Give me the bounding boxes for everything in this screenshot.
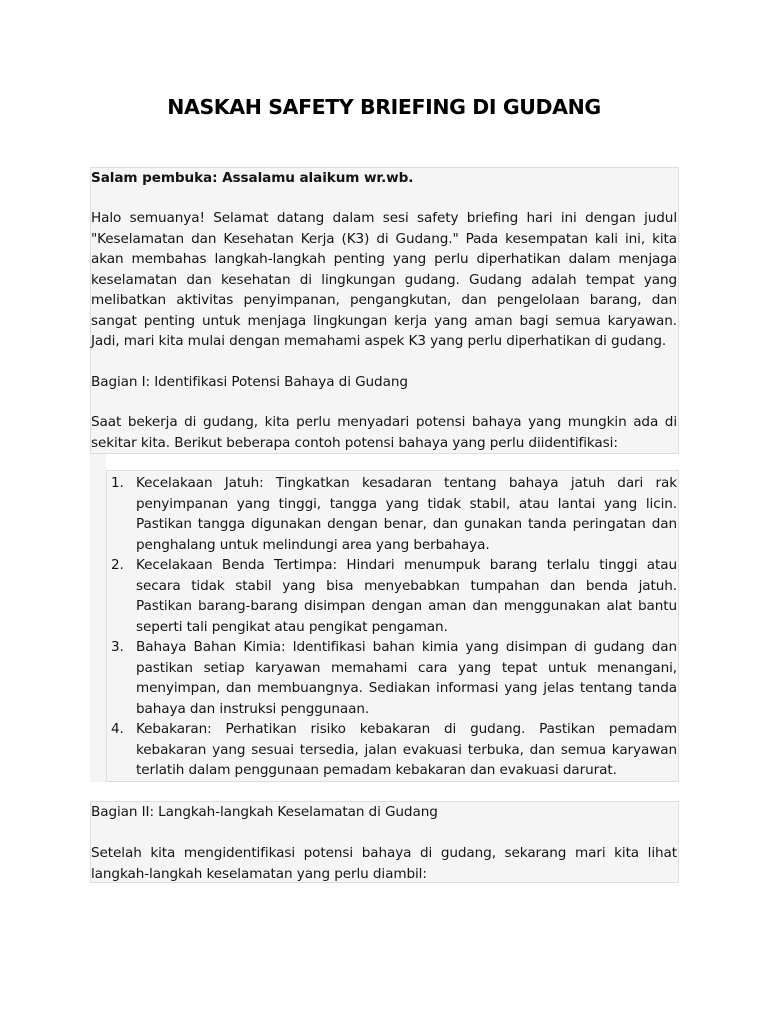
list-margin-strip (90, 454, 106, 782)
list-item-number: 3. (111, 639, 124, 655)
list-item-number: 4. (111, 721, 124, 737)
list-item (106, 555, 677, 637)
list-item-text: Kecelakaan Benda Tertimpa: Hindari menumpuk barang terlalu tinggi atau secara tidak stabil yang bisa menyebabkan tumpahan dan benda jatuh. Pastikan barang-barang disimpan dengan aman dan menggunakan alat bantu seperti tali pengikat atau pengikat pengaman. (136, 557, 677, 635)
list-item (106, 637, 677, 719)
greeting-text: Salam pembuka: Assalamu alaikum wr.wb. (91, 170, 414, 186)
hazard-list (106, 473, 677, 781)
list-item-text: Bahaya Bahan Kimia: Identifikasi bahan kimia yang disimpan di gudang dan pastikan setiap karyawan memahami cara yang tepat untuk menangani, menyimpan, dan membuangnya. Sediakan informasi yang jelas tentang tanda bahaya dan instruksi penggunaan. (136, 639, 677, 717)
section2-description: Setelah kita mengidentifikasi potensi bahaya di gudang, sekarang mari kita lihat langkah-langkah keselamatan yang perlu diambil: (91, 845, 677, 882)
section2-heading: Bagian II: Langkah-langkah Keselamatan di Gudang (91, 804, 438, 820)
list-item-number: 1. (111, 475, 124, 491)
intro-paragraph: Halo semuanya! Selamat datang dalam sesi safety briefing hari ini dengan judul "Keselamatan dan Kesehatan Kerja (K3) di Gudang." Pada kesempatan kali ini, kita akan membahas langkah-langkah penting yang perlu diperhatikan dalam menjaga keselamatan dan kesehatan di lingkungan gudang. Gudang adalah tempat yang melibatkan aktivitas penyimpanan, pengangkutan, dan pengelolaan barang, dan sangat penting untuk menjaga lingkungan kerja yang aman bagi semua karyawan. Jadi, mari kita mulai dengan memahami aspek K3 yang perlu diperhatikan di gudang. (91, 210, 677, 349)
list-item (106, 719, 677, 781)
section1-heading: Bagian I: Identifikasi Potensi Bahaya di Gudang (91, 374, 408, 390)
list-item (106, 473, 677, 555)
list-item-text: Kecelakaan Jatuh: Tingkatkan kesadaran tentang bahaya jatuh dari rak penyimpanan yang tinggi, tangga yang tidak stabil, atau lantai yang licin. Pastikan tangga digunakan dengan benar, dan gunakan tanda peringatan dan penghalang untuk melindungi area yang berbahaya. (136, 475, 677, 553)
section1-description: Saat bekerja di gudang, kita perlu menyadari potensi bahaya yang mungkin ada di sekitar kita. Berikut beberapa contoh potensi bahaya yang perlu diidentifikasi: (91, 414, 677, 451)
list-item-text: Kebakaran: Perhatikan risiko kebakaran di gudang. Pastikan pemadam kebakaran yang sesuai tersedia, jalan evakuasi terbuka, dan semua karyawan terlatih dalam penggunaan pemadam kebakaran dan evakuasi darurat. (136, 721, 677, 778)
document-title: NASKAH SAFETY BRIEFING DI GUDANG (167, 95, 601, 119)
list-item-number: 2. (111, 557, 124, 573)
